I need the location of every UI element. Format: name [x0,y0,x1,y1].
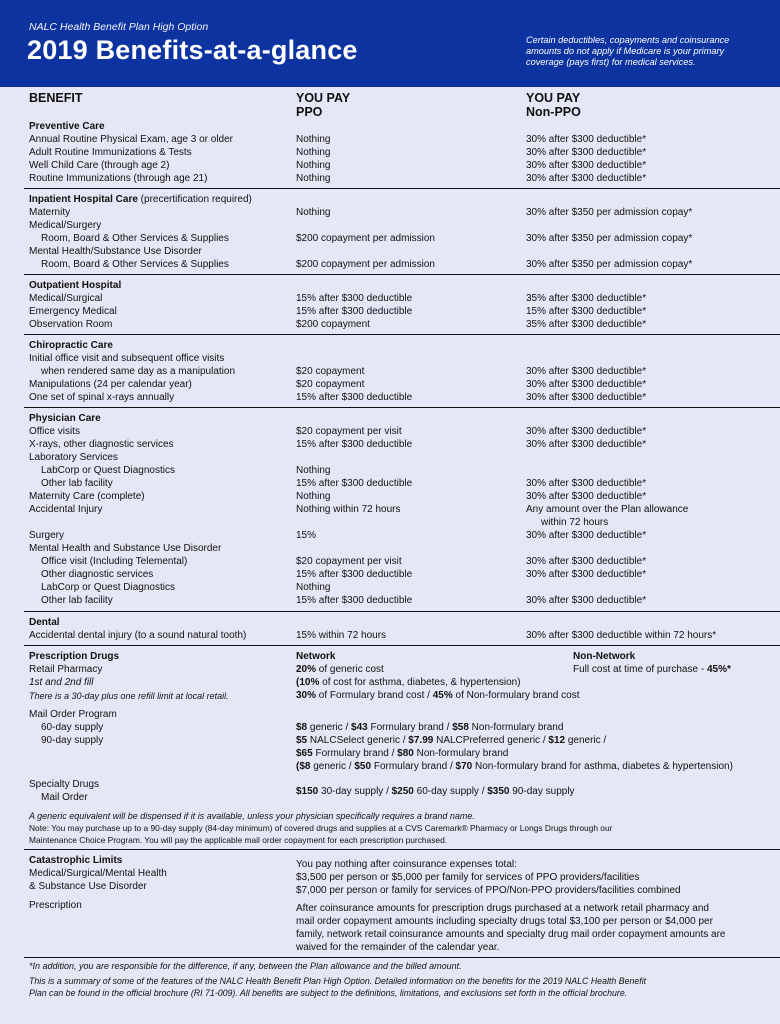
benefit-label: Other lab facility [41,478,113,489]
limit-value: waived for the remainder of the calendar year. [296,942,500,953]
nonppo-value: 30% after $300 deductible* [526,595,647,606]
network-value: (10% of cost for asthma, diabetes, & hypertension) [296,677,521,688]
limit-value: $7,000 per person or family for services of PPO/Non-PPO providers/facilities combined [296,885,681,896]
benefit-label: Mental Health/Substance Use Disorder [29,246,202,257]
benefit-label: Laboratory Services [29,452,118,463]
section-dental: Dental [29,617,60,628]
ppo-value: 15% after $300 deductible [296,306,413,317]
nonppo-value: 30% after $300 deductible within 72 hours* [526,630,717,641]
benefit-label: Surgery [29,530,65,541]
section-physician: Physician Care [29,413,101,424]
ppo-value: 15% within 72 hours [296,630,387,641]
ppo-value: 15% after $300 deductible [296,595,413,606]
benefit-label: X-rays, other diagnostic services [29,439,174,450]
nonppo-value: 35% after $300 deductible* [526,319,647,330]
ppo-value: 15% after $300 deductible [296,293,413,304]
benefit-label: Accidental Injury [29,504,103,515]
ppo-value: 15% after $300 deductible [296,439,413,450]
ppo-value: $20 copayment per visit [296,426,402,437]
benefit-label: LabCorp or Quest Diagnostics [41,465,175,476]
benefit-label: 60-day supply [41,722,104,733]
benefit-label: Specialty Drugs [29,779,100,790]
col-nonppo-line2: Non-PPO [526,105,581,119]
nonppo-value: 30% after $300 deductible* [526,530,647,541]
benefit-label: Well Child Care (through age 2) [29,160,170,171]
benefit-label: Mail Order Program [29,709,117,720]
limit-value: mail order copayment amounts including specialty drugs total $3,100 per person or $4,000 per [296,916,713,927]
refill-note: There is a 30-day plus one refill limit at local retail. [29,691,229,701]
nonppo-value: 30% after $300 deductible* [526,173,647,184]
benefit-label: Office visit (Including Telemental) [41,556,188,567]
benefit-label: Observation Room [29,319,113,330]
network-value: $150 30-day supply / $250 60-day supply / $350 90-day supply [296,786,575,797]
nonppo-value: 30% after $350 per admission copay* [526,259,693,270]
benefit-label: & Substance Use Disorder [29,881,147,892]
nonppo-value: 30% after $300 deductible* [526,366,647,377]
section-divider [24,407,780,408]
ppo-value: $20 copayment [296,379,365,390]
section-chiropractic: Chiropractic Care [29,340,113,351]
ppo-value: Nothing [296,491,331,502]
ppo-value: Nothing within 72 hours [296,504,401,515]
ppo-value: 15% [296,530,317,541]
nonppo-value: 35% after $300 deductible* [526,293,647,304]
nonppo-value: 30% after $300 deductible* [526,426,647,437]
network-value: $5 NALCSelect generic / $7.99 NALCPreferred generic / $12 generic / [296,735,607,746]
ppo-value: Nothing [296,160,331,171]
nonppo-value: 30% after $300 deductible* [526,569,647,580]
benefit-label: Annual Routine Physical Exam, age 3 or older [29,134,234,145]
benefit-label: Initial office visit and subsequent office visits [29,353,225,364]
section-divider [24,188,780,189]
network-value: 30% of Formulary brand cost / 45% of Non-formulary brand cost [296,690,580,701]
benefit-label: 1st and 2nd fill [29,677,94,688]
benefit-label: Adult Routine Immunizations & Tests [29,147,192,158]
limit-value: family, network retail coinsurance amounts and specialty drug mail order copayment amounts are [296,929,726,940]
ppo-value: Nothing [296,465,331,476]
nonppo-value: 30% after $300 deductible* [526,134,647,145]
benefit-label: Medical/Surgery [29,220,102,231]
network-value: $8 generic / $43 Formulary brand / $58 Non-formulary brand [296,722,564,733]
benefit-label: Other diagnostic services [41,569,154,580]
col-ppo-line2: PPO [296,105,323,119]
nonppo-value: 15% after $300 deductible* [526,306,647,317]
nonppo-value: 30% after $300 deductible* [526,478,647,489]
nonppo-value: within 72 hours [541,517,609,528]
footnote: *In addition, you are responsible for the difference, if any, between the Plan allowance and the billed amount. [29,961,462,971]
network-value: $65 Formulary brand / $80 Non-formulary brand [296,748,509,759]
note-line: Maintenance Choice Program. You will pay the applicable mail order copayment for each prescription purchased. [29,835,448,845]
nonppo-value: 30% after $300 deductible* [526,491,647,502]
section-inpatient: Inpatient Hospital Care (precertification required) [29,194,252,205]
benefit-label: Medical/Surgical [29,293,103,304]
ppo-value: $200 copayment [296,319,370,330]
section-divider [24,849,780,850]
ppo-value: Nothing [296,173,331,184]
ppo-value: $20 copayment per visit [296,556,402,567]
ppo-value: Nothing [296,582,331,593]
ppo-value: Nothing [296,147,331,158]
medicare-note: Certain deductibles, copayments and coinsurance amounts do not apply if Medicare is your primary coverage (pays first) for medical services. [526,35,730,68]
limit-value: You pay nothing after coinsurance expenses total: [296,859,517,870]
ppo-value: $200 copayment per admission [296,259,435,270]
benefit-label: when rendered same day as a manipulation [41,366,236,377]
col-ppo-line1: YOU PAY [296,91,351,105]
section-divider [24,334,780,335]
nonppo-value: 30% after $300 deductible* [526,379,647,390]
generic-note: A generic equivalent will be dispensed if it is available, unless your physician specifically requires a brand name. [29,811,475,821]
page-title: 2019 Benefits-at-a-glance [27,35,358,65]
section-divider [24,611,780,612]
benefit-label: Mail Order [41,792,88,803]
benefit-label: Manipulations (24 per calendar year) [29,379,192,390]
nonppo-value: Any amount over the Plan allowance [526,504,689,515]
benefit-label: Emergency Medical [29,306,117,317]
benefit-label: Accidental dental injury (to a sound natural tooth) [29,630,247,641]
col-nonppo-line1: YOU PAY [526,91,581,105]
limit-value: After coinsurance amounts for prescription drugs purchased at a network retail pharmacy and [296,903,709,914]
benefit-label: Routine Immunizations (through age 21) [29,173,208,184]
section-outpatient: Outpatient Hospital [29,280,122,291]
benefit-label: Room, Board & Other Services & Supplies [41,233,229,244]
col-network: Network [296,651,336,662]
col-non-network: Non-Network [573,651,636,662]
benefit-label: LabCorp or Quest Diagnostics [41,582,175,593]
summary-note: Plan can be found in the official brochure (RI 71-009). All benefits are subject to the definitions, limitations, and exclusions set forth in the official brochure. [29,988,628,998]
nonppo-value: 30% after $350 per admission copay* [526,207,693,218]
nonppo-value: 30% after $300 deductible* [526,439,647,450]
plan-name: NALC Health Benefit Plan High Option [29,21,209,33]
benefit-label: Maternity Care (complete) [29,491,145,502]
ppo-value: $20 copayment [296,366,365,377]
benefit-label: Mental Health and Substance Use Disorder [29,543,222,554]
benefit-label: Prescription [29,900,82,911]
page-header [0,0,780,87]
nonppo-value: 30% after $300 deductible* [526,147,647,158]
section-divider [24,957,780,958]
limit-value: $3,500 per person or $5,000 per family for services of PPO providers/facilities [296,872,640,883]
ppo-value: $200 copayment per admission [296,233,435,244]
non-network-value: Full cost at time of purchase - 45%* [573,664,731,675]
ppo-value: Nothing [296,134,331,145]
summary-note: This is a summary of some of the features of the NALC Health Benefit Plan High Option. Detailed information on the benefits for the 2019 NALC Health Benefit [29,976,647,986]
ppo-value: 15% after $300 deductible [296,392,413,403]
network-value: 20% of generic cost [296,664,384,675]
benefit-label: Medical/Surgical/Mental Health [29,868,167,879]
nonppo-value: 30% after $350 per admission copay* [526,233,693,244]
col-benefit: BENEFIT [29,91,83,105]
nonppo-value: 30% after $300 deductible* [526,392,647,403]
nonppo-value: 30% after $300 deductible* [526,556,647,567]
benefit-label: Maternity [29,207,71,218]
network-value: ($8 generic / $50 Formulary brand / $70 Non-formulary brand for asthma, diabetes & hypertension) [296,761,733,772]
ppo-value: 15% after $300 deductible [296,569,413,580]
benefit-label: 90-day supply [41,735,104,746]
section-preventive: Preventive Care [29,121,105,132]
benefit-label: Room, Board & Other Services & Supplies [41,259,229,270]
section-catastrophic: Catastrophic Limits [29,855,123,866]
ppo-value: 15% after $300 deductible [296,478,413,489]
benefit-label: Retail Pharmacy [29,664,103,675]
benefit-label: Office visits [29,426,80,437]
note-line: Note: You may purchase up to a 90-day supply (84-day minimum) of covered drugs and supplies at a CVS Caremark® Pharmacy or Longs Drugs through our [29,823,613,833]
section-prescription: Prescription Drugs [29,651,120,662]
ppo-value: Nothing [296,207,331,218]
section-divider [24,645,780,646]
benefit-label: One set of spinal x-rays annually [29,392,175,403]
benefit-label: Other lab facility [41,595,113,606]
section-divider [24,274,780,275]
nonppo-value: 30% after $300 deductible* [526,160,647,171]
